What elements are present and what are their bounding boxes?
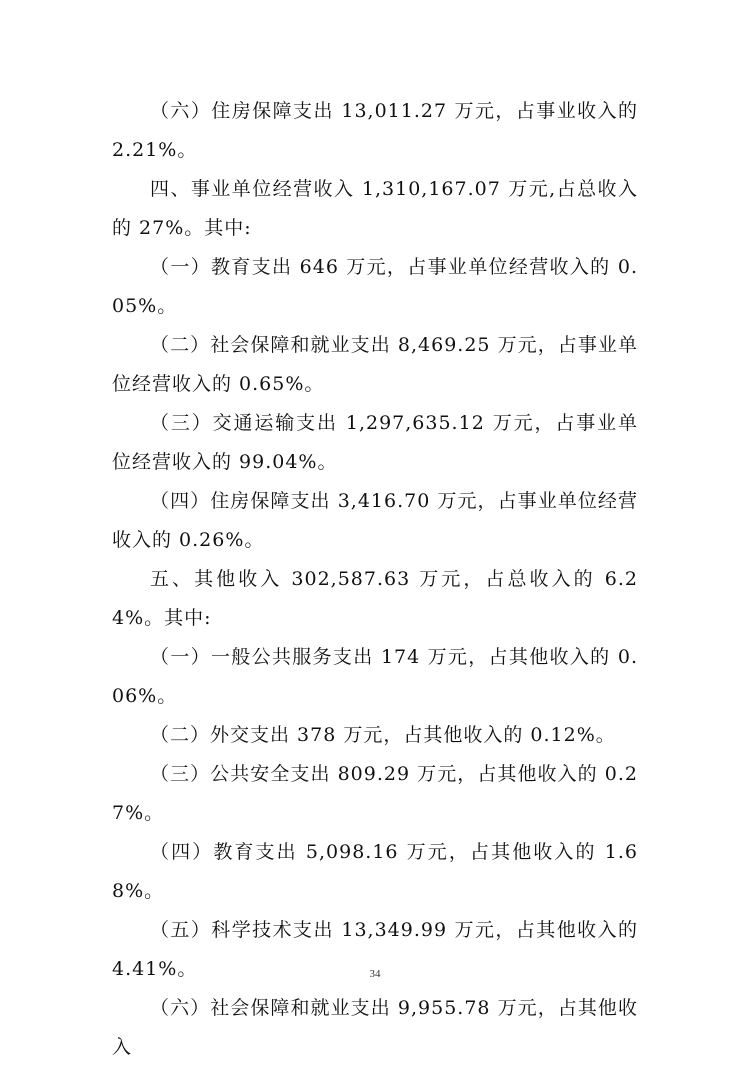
paragraph-other-public-service-expense: （一）一般公共服务支出 174 万元，占其他收入的 0.06%。 — [112, 646, 638, 707]
paragraph-other-income: 五、其他收入 302,587.63 万元，占总收入的 6.24%。其中: — [112, 568, 638, 629]
paragraph-business-operating-income: 四、事业单位经营收入 1,310,167.07 万元,占总收入的 27%。其中: — [112, 178, 638, 239]
paragraph-operating-education-expense: （一）教育支出 646 万元，占事业单位经营收入的 0.05%。 — [112, 256, 638, 317]
paragraph-other-public-safety-expense: （三）公共安全支出 809.29 万元，占其他收入的 0.27%。 — [112, 763, 638, 824]
page-number: 34 — [369, 968, 381, 980]
paragraph-operating-housing-expense: （四）住房保障支出 3,416.70 万元，占事业单位经营收入的 0.26%。 — [112, 490, 638, 551]
paragraph-operating-transport-expense: （三）交通运输支出 1,297,635.12 万元，占事业单位经营收入的 99.04%。 — [112, 412, 638, 473]
paragraph-housing-security-expense: （六）住房保障支出 13,011.27 万元，占事业收入的 2.21%。 — [112, 100, 638, 161]
paragraph-other-diplomacy-expense: （二）外交支出 378 万元，占其他收入的 0.12%。 — [150, 724, 616, 746]
paragraph-other-science-tech-expense: （五）科学技术支出 13,349.99 万元，占其他收入的 4.41%。 — [112, 919, 638, 980]
paragraph-other-social-security-expense: （六）社会保障和就业支出 9,955.78 万元，占其他收入 — [112, 997, 638, 1058]
paragraph-operating-social-security-expense: （二）社会保障和就业支出 8,469.25 万元，占事业单位经营收入的 0.65%。 — [112, 334, 638, 395]
document-body — [112, 92, 638, 1067]
paragraph-other-education-expense: （四）教育支出 5,098.16 万元，占其他收入的 1.68%。 — [112, 841, 638, 902]
